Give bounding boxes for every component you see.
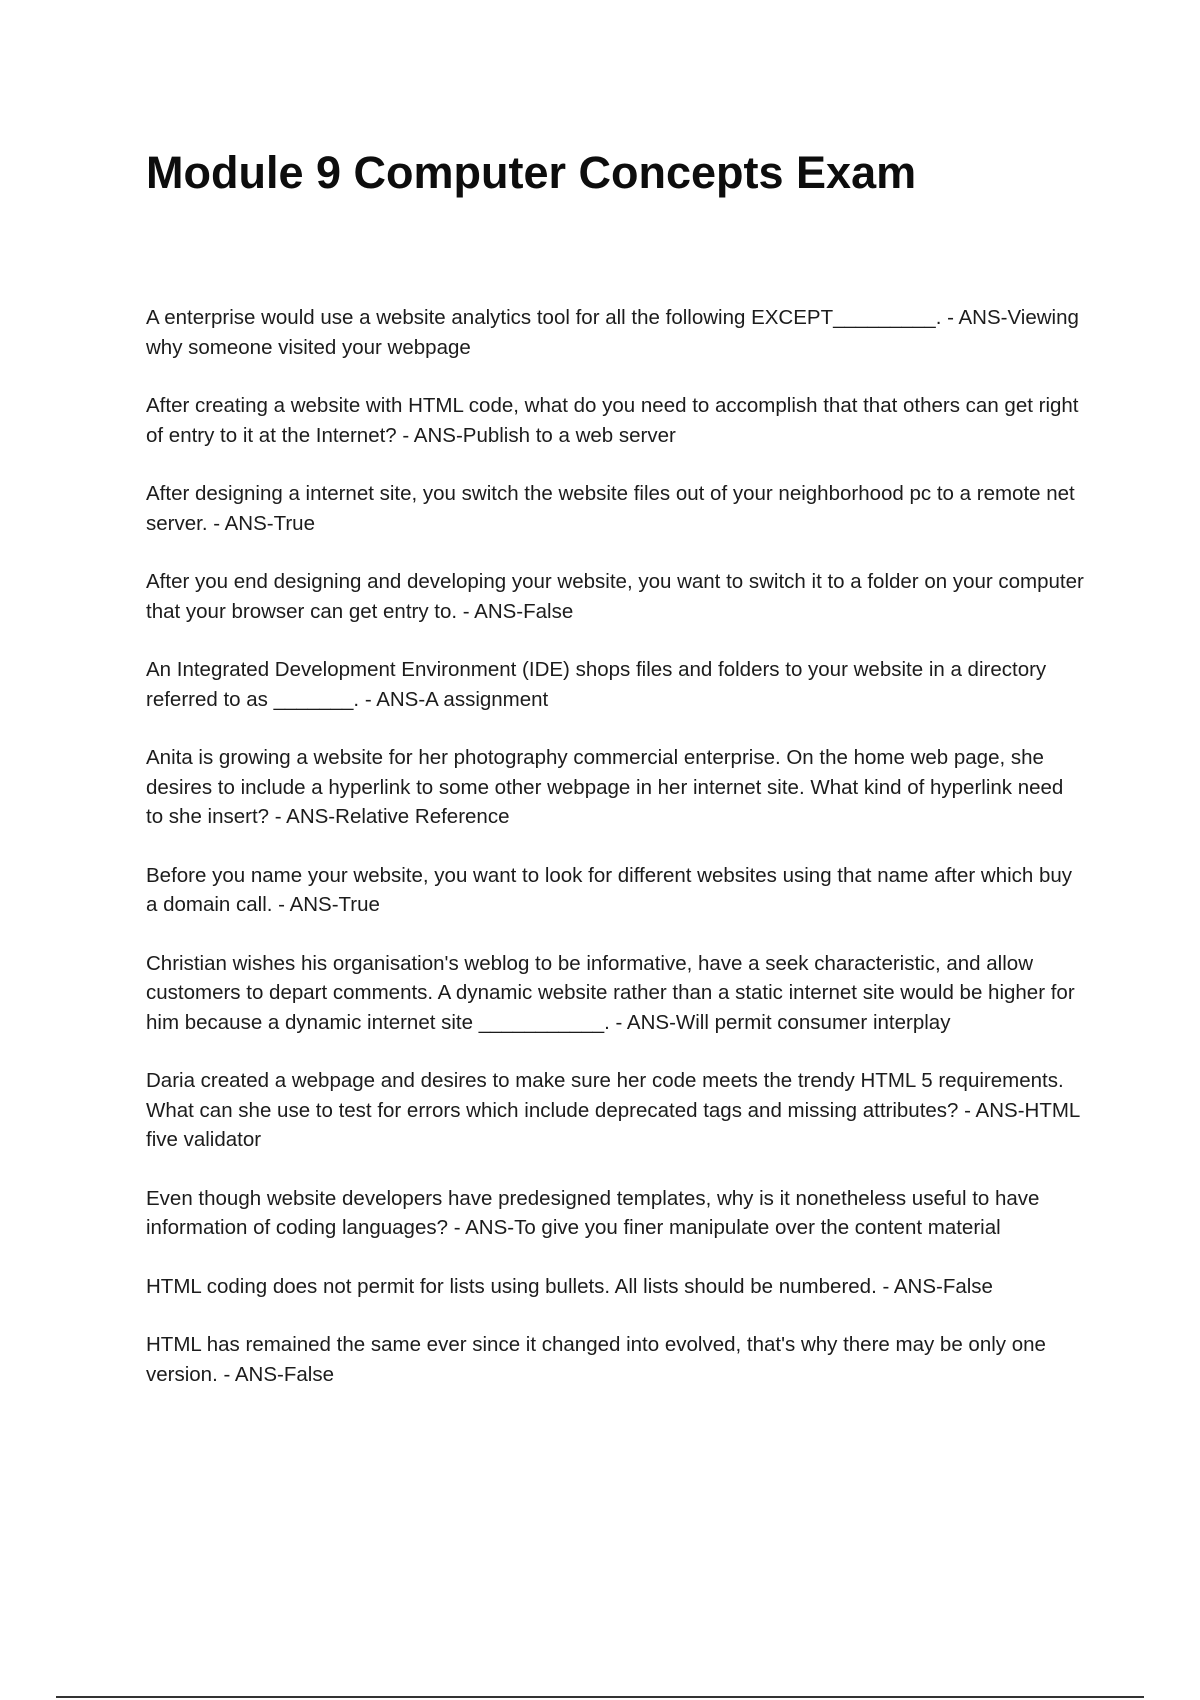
footer-divider (56, 1696, 1144, 1698)
qa-item: Daria created a webpage and desires to make sure her code meets the trendy HTML 5 requirements. What can she use to test for errors which include deprecated tags and missing attributes? - ANS-HTML five validator (146, 1069, 1080, 1151)
qa-item: After designing a internet site, you switch the website files out of your neighborhood pc to a remote net server. - ANS-True (146, 482, 1075, 535)
qa-item: Even though website developers have predesigned templates, why is it nonetheless useful to have information of coding languages? - ANS-To give you finer manipulate over the content material (146, 1186, 1040, 1239)
qa-item: HTML has remained the same ever since it changed into evolved, that's why there may be only one version. - ANS-False (146, 1333, 1046, 1386)
qa-item: A enterprise would use a website analytics tool for all the following EXCEPT_________. - ANS-Viewing why someone visited your webpage (146, 306, 1079, 359)
qa-item: HTML coding does not permit for lists using bullets. All lists should be numbered. - ANS-False (146, 1274, 993, 1298)
qa-item: Christian wishes his organisation's weblog to be informative, have a seek characteristic, and allow customers to depart comments. A dynamic website rather than a static internet site would be higher for him because a dynamic internet site ___________. - ANS-Will permit consumer interplay (146, 951, 1075, 1034)
document-title: Module 9 Computer Concepts Exam (146, 147, 917, 198)
qa-item: After creating a website with HTML code, what do you need to accomplish that that others can get right of entry to it at the Internet? - ANS-Publish to a web server (146, 394, 1079, 447)
qa-item: Anita is growing a website for her photography commercial enterprise. On the home web page, she desires to include a hyperlink to some other webpage in her internet site. What kind of hyperlink need to she insert? - ANS-Relative Reference (146, 746, 1064, 828)
qa-item: Before you name your website, you want to look for different websites using that name after which buy a domain call. - ANS-True (146, 863, 1073, 916)
question-answer-list (146, 303, 1086, 1418)
qa-item: An Integrated Development Environment (IDE) shops files and folders to your website in a directory referred to as _______. - ANS-A assignment (146, 658, 1047, 711)
qa-item: After you end designing and developing your website, you want to switch it to a folder on your computer that your browser can get entry to. - ANS-False (146, 570, 1084, 623)
